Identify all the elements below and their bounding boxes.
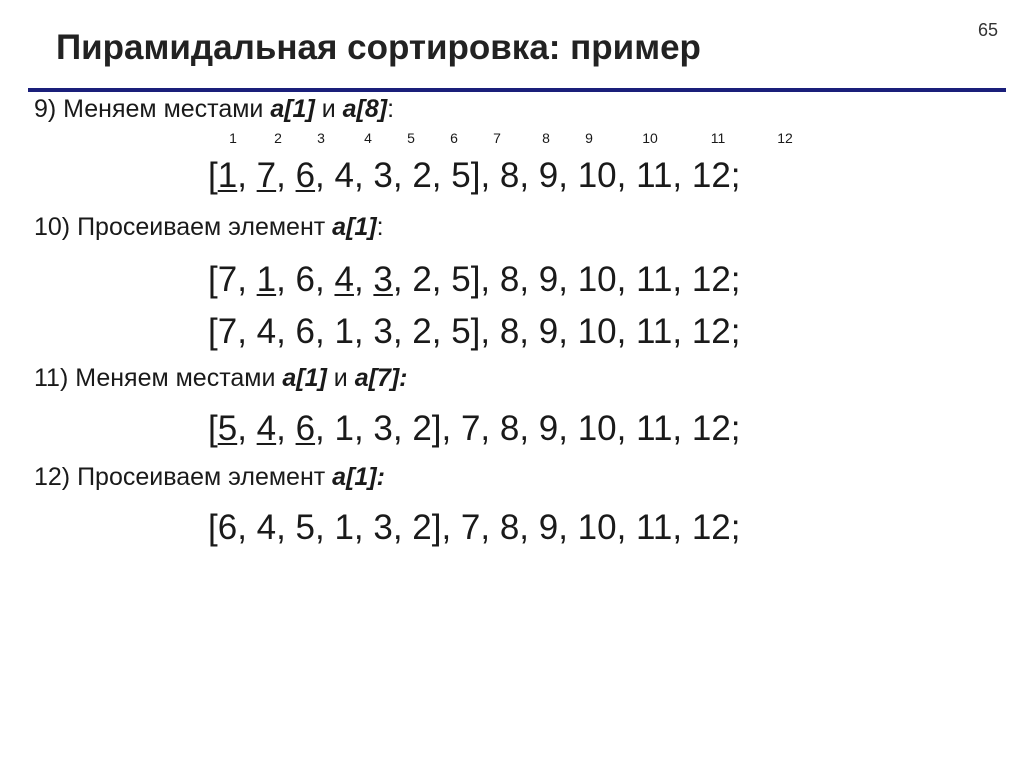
title-underline xyxy=(28,88,1006,92)
index-label-5: 5 xyxy=(407,130,415,146)
index-label-6: 6 xyxy=(450,130,458,146)
step-11-element-a1: a[1] xyxy=(282,364,327,392)
array-2-part-4: , 2, 5], 8, 9, 10, 11, 12; xyxy=(392,260,741,299)
step-9-label: 9) Меняем местами xyxy=(34,95,271,123)
step-10-colon: : xyxy=(376,213,384,241)
step-12-element-a1: a[1]: xyxy=(332,463,385,491)
array-4-marked-value-1: 5 xyxy=(217,409,238,448)
array-state-4 xyxy=(208,409,741,449)
array-1-marked-value-2: 7 xyxy=(256,156,277,195)
array-1-sorted-tail: , 8, 9, 10, 11, 12; xyxy=(480,156,741,195)
index-label-4: 4 xyxy=(364,130,372,146)
step-10-element-a1: a[1] xyxy=(332,213,377,241)
step-9-colon: : xyxy=(387,95,395,123)
array-1-open: [ xyxy=(208,156,218,195)
step-12-heading xyxy=(34,463,385,492)
array-4-marked-value-3: 6 xyxy=(295,409,316,448)
index-label-2: 2 xyxy=(274,130,282,146)
index-label-8: 8 xyxy=(542,130,550,146)
index-label-9: 9 xyxy=(585,130,593,146)
array-2-marked-value-3: 3 xyxy=(373,260,393,299)
step-11-heading xyxy=(34,364,408,393)
array-2-part-3: , xyxy=(353,260,374,299)
step-11-element-a7: a[7]: xyxy=(354,364,408,392)
index-label-1: 1 xyxy=(229,130,237,146)
array-4-marked-value-2: 4 xyxy=(256,409,277,448)
step-9-heading xyxy=(34,95,394,124)
index-label-12: 12 xyxy=(777,130,793,146)
step-12-label: 12) Просеиваем элемент xyxy=(34,463,333,491)
step-11-conjunction: и xyxy=(326,364,355,392)
page-number: 65 xyxy=(977,20,998,40)
array-4-sep-1: , xyxy=(237,409,257,448)
array-1-heap-rest: , 4, 3, 2, 5] xyxy=(315,156,481,195)
array-state-3: [7, 4, 6, 1, 3, 2, 5], 8, 9, 10, 11, 12; xyxy=(208,312,741,351)
step-10-label: 10) Просеиваем элемент xyxy=(34,213,333,241)
step-11-label: 11) Меняем местами xyxy=(34,364,283,392)
array-state-5: [6, 4, 5, 1, 3, 2], 7, 8, 9, 10, 11, 12; xyxy=(208,508,741,547)
array-2-marked-value-1: 1 xyxy=(256,260,277,299)
index-label-7: 7 xyxy=(493,130,501,146)
step-10-heading xyxy=(34,213,384,242)
array-state-1 xyxy=(208,156,741,196)
array-state-2 xyxy=(208,260,741,300)
array-1-marked-value-1: 1 xyxy=(217,156,238,195)
array-4-rest: , 1, 3, 2], 7, 8, 9, 10, 11, 12; xyxy=(315,409,741,448)
array-1-sep-1: , xyxy=(237,156,257,195)
slide-title: Пирамидальная сортировка: пример xyxy=(56,28,701,67)
array-2-part-2: , 6, xyxy=(276,260,335,299)
index-label-3: 3 xyxy=(317,130,325,146)
step-9-element-a1: a[1] xyxy=(270,95,315,123)
step-9-conjunction: и xyxy=(314,95,343,123)
array-1-marked-value-3: 6 xyxy=(295,156,316,195)
array-2-marked-value-2: 4 xyxy=(334,260,354,299)
array-4-sep-2: , xyxy=(276,409,296,448)
array-1-sep-2: , xyxy=(276,156,296,195)
index-label-11: 11 xyxy=(710,130,726,146)
step-9-element-a8: a[8] xyxy=(342,95,388,123)
index-label-10: 10 xyxy=(642,130,658,146)
array-4-open: [ xyxy=(208,409,218,448)
array-2-part-1: [7, xyxy=(208,260,257,299)
